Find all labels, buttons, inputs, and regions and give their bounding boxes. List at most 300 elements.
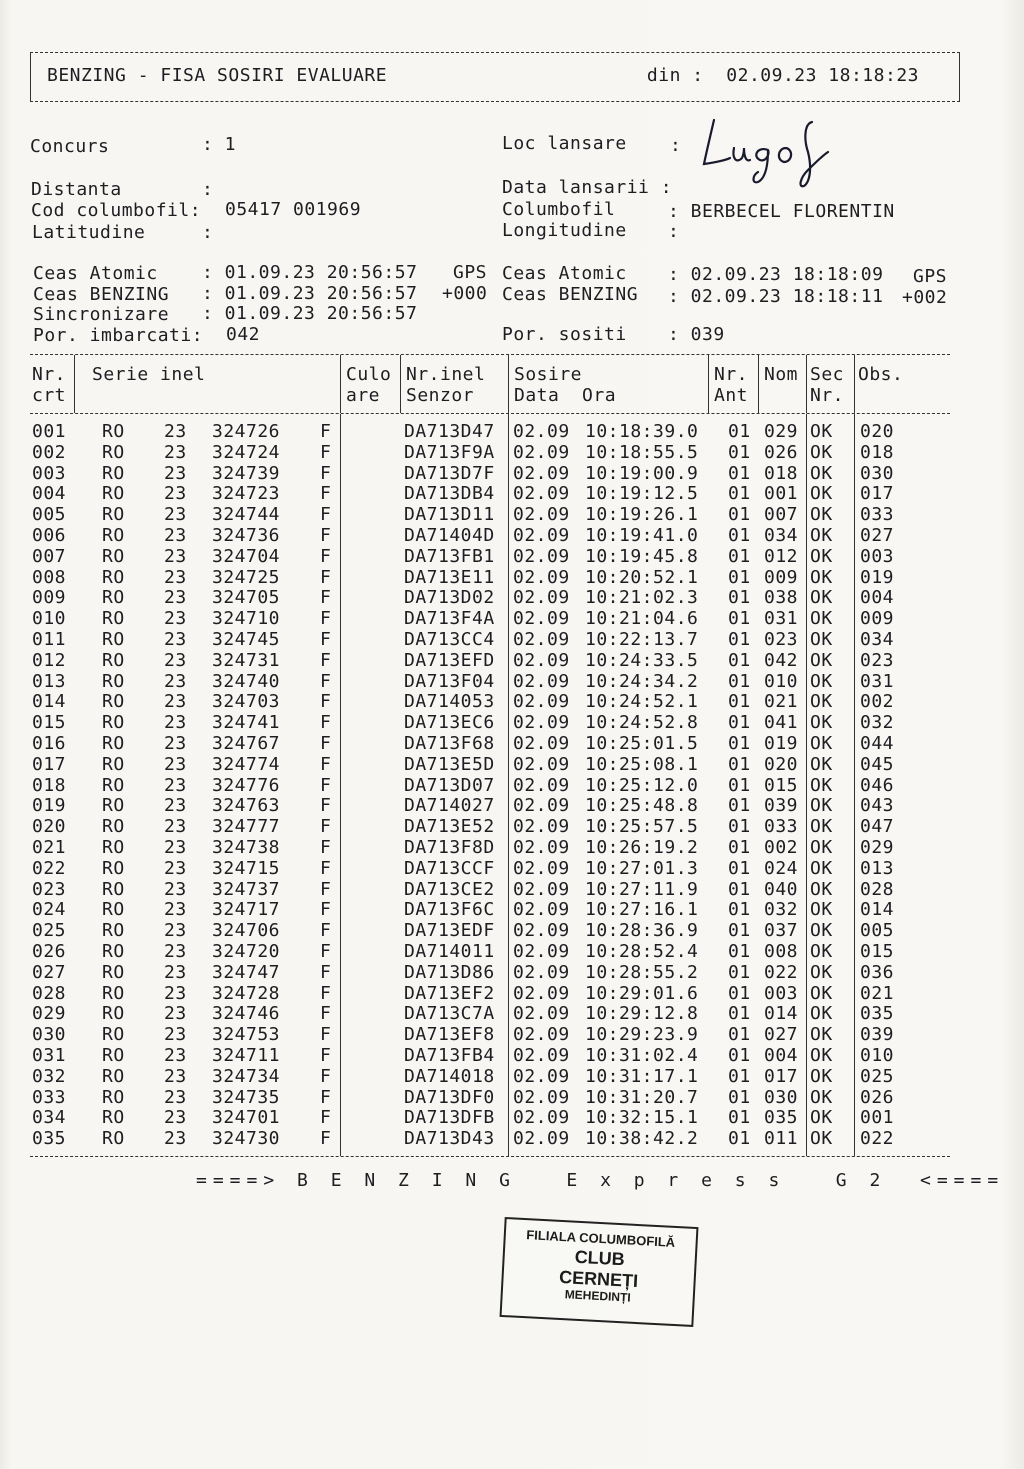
row-ant: 01 <box>728 524 751 546</box>
row-nom: 007 <box>764 504 799 526</box>
row-sec: OK <box>810 732 833 754</box>
row-an: 23 <box>164 857 187 879</box>
row-ora: 10:24:34.2 <box>585 670 699 692</box>
row-sex: F <box>320 1003 332 1025</box>
row-nom: 022 <box>764 961 799 983</box>
row-tara: RO <box>102 441 125 463</box>
table-row <box>30 443 950 464</box>
row-data: 02.09 <box>513 774 570 796</box>
columbofil-value: : BERBECEL FLORENTIN <box>668 201 895 222</box>
row-sex: F <box>320 691 332 713</box>
row-nr: 014 <box>32 691 67 713</box>
row-sec: OK <box>810 421 833 442</box>
row-senzor: DA713D11 <box>404 504 495 526</box>
table-row <box>30 630 950 651</box>
row-obs: 022 <box>860 1128 895 1150</box>
row-sex: F <box>320 441 332 463</box>
concurs-label: Concurs <box>30 136 110 157</box>
row-ora: 10:32:15.1 <box>585 1107 699 1129</box>
row-senzor: DA713EF8 <box>404 1024 495 1046</box>
row-ora: 10:26:19.2 <box>585 836 699 858</box>
row-sex: F <box>320 878 332 900</box>
row-nr: 028 <box>32 982 67 1004</box>
row-sex: F <box>320 649 332 671</box>
report-date-label: din : <box>646 65 704 86</box>
table-body <box>30 414 950 1156</box>
row-sec: OK <box>810 1065 833 1087</box>
row-tara: RO <box>102 712 125 734</box>
row-senzor: DA714053 <box>404 691 495 713</box>
row-senzor: DA713CCF <box>404 857 495 879</box>
row-an: 23 <box>164 1107 187 1129</box>
row-inel: 324744 <box>212 504 281 526</box>
row-ant: 01 <box>728 504 751 526</box>
row-an: 23 <box>164 670 187 692</box>
row-inel: 324704 <box>212 545 281 567</box>
row-data: 02.09 <box>513 836 570 858</box>
row-tara: RO <box>102 483 125 505</box>
table-row <box>30 609 950 630</box>
stamp-line-4: MEHEDINȚI <box>564 1287 632 1305</box>
row-data: 02.09 <box>513 857 570 879</box>
row-ant: 01 <box>728 774 751 796</box>
row-data: 02.09 <box>513 628 570 650</box>
row-ant: 01 <box>728 1003 751 1025</box>
row-nr: 024 <box>32 899 67 921</box>
row-data: 02.09 <box>513 920 570 942</box>
header-senzor: Senzor <box>406 385 475 406</box>
table-row <box>30 672 950 693</box>
table-row <box>30 651 950 672</box>
row-ora: 10:19:00.9 <box>585 462 699 484</box>
table-row <box>30 547 950 568</box>
row-ant: 01 <box>728 1128 751 1150</box>
row-obs: 019 <box>860 566 895 588</box>
row-ant: 01 <box>728 961 751 983</box>
row-sec: OK <box>810 712 833 734</box>
row-ora: 10:24:52.1 <box>585 691 699 713</box>
row-tara: RO <box>102 1003 125 1025</box>
row-ora: 10:25:01.5 <box>585 732 699 754</box>
row-ora: 10:31:20.7 <box>585 1086 699 1108</box>
row-an: 23 <box>164 816 187 838</box>
row-data: 02.09 <box>513 1065 570 1087</box>
row-sec: OK <box>810 1128 833 1150</box>
table-row <box>30 963 950 984</box>
row-senzor: DA713F68 <box>404 732 495 754</box>
row-senzor: DA713F6C <box>404 899 495 921</box>
header-sec: Sec <box>810 364 845 385</box>
row-ant: 01 <box>728 421 751 442</box>
row-senzor: DA71404D <box>404 524 495 546</box>
table-row <box>30 1067 950 1088</box>
sincronizare-label: Sincronizare <box>33 304 170 325</box>
report-title: BENZING - FISA SOSIRI EVALUARE <box>47 65 388 86</box>
row-inel: 324723 <box>212 483 281 505</box>
row-obs: 020 <box>860 421 895 442</box>
row-ora: 10:25:57.5 <box>585 816 699 838</box>
table-row <box>30 817 950 838</box>
ceas-benzing-right-suffix: +002 <box>902 287 948 308</box>
row-obs: 030 <box>860 462 895 484</box>
cod-label: Cod columbofil: <box>31 200 202 221</box>
table-row <box>30 921 950 942</box>
row-an: 23 <box>164 920 187 942</box>
table-row <box>30 859 950 880</box>
row-sec: OK <box>810 1003 833 1025</box>
row-ora: 10:21:02.3 <box>585 587 699 609</box>
row-sec: OK <box>810 524 833 546</box>
row-tara: RO <box>102 836 125 858</box>
row-ant: 01 <box>728 462 751 484</box>
row-ant: 01 <box>728 795 751 817</box>
row-tara: RO <box>102 649 125 671</box>
ceas-atomic-left-value: : 01.09.23 20:56:57 <box>202 262 418 283</box>
row-ora: 10:19:12.5 <box>585 483 699 505</box>
row-tara: RO <box>102 1128 125 1150</box>
row-ant: 01 <box>728 712 751 734</box>
row-tara: RO <box>102 816 125 838</box>
cod-value: 05417 001969 <box>225 199 362 220</box>
row-tara: RO <box>102 795 125 817</box>
row-nr: 001 <box>32 421 67 442</box>
row-inel: 324763 <box>212 795 281 817</box>
row-nr: 025 <box>32 920 67 942</box>
row-sex: F <box>320 899 332 921</box>
row-sex: F <box>320 462 332 484</box>
row-sec: OK <box>810 1086 833 1108</box>
row-tara: RO <box>102 857 125 879</box>
table-row <box>30 422 950 443</box>
ceas-atomic-right-value: : 02.09.23 18:18:09 <box>668 264 884 285</box>
row-ant: 01 <box>728 732 751 754</box>
benzing-footer: ====> B E N Z I N G E x p r e s s G 2 <==== <box>196 1170 1005 1191</box>
table-row <box>30 755 950 776</box>
row-nom: 035 <box>764 1107 799 1129</box>
row-nr: 018 <box>32 774 67 796</box>
row-nom: 037 <box>764 920 799 942</box>
row-an: 23 <box>164 961 187 983</box>
row-data: 02.09 <box>513 982 570 1004</box>
table-row <box>30 505 950 526</box>
row-sex: F <box>320 587 332 609</box>
row-inel: 324776 <box>212 774 281 796</box>
row-data: 02.09 <box>513 483 570 505</box>
row-nr: 004 <box>32 483 67 505</box>
concurs-value: : 1 <box>202 134 237 155</box>
row-ant: 01 <box>728 1044 751 1066</box>
row-sex: F <box>320 920 332 942</box>
row-senzor: DA713D86 <box>404 961 495 983</box>
row-ora: 10:31:17.1 <box>585 1065 699 1087</box>
table-header <box>30 355 950 414</box>
header-sec-nr: Nr. <box>810 385 845 406</box>
row-sec: OK <box>810 961 833 983</box>
row-nr: 027 <box>32 961 67 983</box>
row-ant: 01 <box>728 441 751 463</box>
row-data: 02.09 <box>513 732 570 754</box>
row-ora: 10:19:41.0 <box>585 524 699 546</box>
row-sex: F <box>320 1107 332 1129</box>
row-inel: 324724 <box>212 441 281 463</box>
row-nr: 035 <box>32 1128 67 1150</box>
row-data: 02.09 <box>513 795 570 817</box>
row-nom: 019 <box>764 732 799 754</box>
row-sec: OK <box>810 483 833 505</box>
table-row <box>30 942 950 963</box>
ceas-benzing-right-label: Ceas BENZING <box>502 284 639 305</box>
row-nom: 034 <box>764 524 799 546</box>
row-tara: RO <box>102 691 125 713</box>
club-stamp <box>500 1217 699 1327</box>
ceas-atomic-right-label: Ceas Atomic <box>502 263 627 284</box>
row-ora: 10:21:04.6 <box>585 608 699 630</box>
row-tara: RO <box>102 1044 125 1066</box>
row-tara: RO <box>102 524 125 546</box>
row-tara: RO <box>102 628 125 650</box>
row-ant: 01 <box>728 670 751 692</box>
row-sec: OK <box>810 940 833 962</box>
row-senzor: DA713F9A <box>404 441 495 463</box>
row-sex: F <box>320 608 332 630</box>
row-tara: RO <box>102 504 125 526</box>
row-nr: 031 <box>32 1044 67 1066</box>
stamp-line-2: CLUB <box>574 1246 626 1270</box>
row-sec: OK <box>810 462 833 484</box>
table-row <box>30 796 950 817</box>
row-obs: 004 <box>860 587 895 609</box>
row-tara: RO <box>102 982 125 1004</box>
row-sec: OK <box>810 504 833 526</box>
row-an: 23 <box>164 649 187 671</box>
row-sex: F <box>320 628 332 650</box>
row-inel: 324734 <box>212 1065 281 1087</box>
distanta-value: : <box>202 179 214 200</box>
handwritten-signature <box>700 112 840 192</box>
row-senzor: DA713D43 <box>404 1128 495 1150</box>
row-obs: 036 <box>860 961 895 983</box>
row-senzor: DA714011 <box>404 940 495 962</box>
row-sex: F <box>320 1024 332 1046</box>
row-ant: 01 <box>728 1086 751 1108</box>
row-nr: 008 <box>32 566 67 588</box>
row-tara: RO <box>102 1024 125 1046</box>
row-sex: F <box>320 836 332 858</box>
row-ora: 10:25:48.8 <box>585 795 699 817</box>
row-inel: 324725 <box>212 566 281 588</box>
row-obs: 047 <box>860 816 895 838</box>
row-senzor: DA713CE2 <box>404 878 495 900</box>
header-ant: Ant <box>714 385 749 406</box>
row-sec: OK <box>810 920 833 942</box>
row-inel: 324706 <box>212 920 281 942</box>
row-an: 23 <box>164 545 187 567</box>
row-data: 02.09 <box>513 608 570 630</box>
row-sex: F <box>320 816 332 838</box>
row-an: 23 <box>164 1044 187 1066</box>
row-data: 02.09 <box>513 1024 570 1046</box>
row-inel: 324774 <box>212 753 281 775</box>
row-an: 23 <box>164 712 187 734</box>
header-nrinel: Nr.inel <box>406 364 486 385</box>
row-sec: OK <box>810 566 833 588</box>
row-ora: 10:29:23.9 <box>585 1024 699 1046</box>
row-nom: 042 <box>764 649 799 671</box>
row-nr: 006 <box>32 524 67 546</box>
row-senzor: DA713FB1 <box>404 545 495 567</box>
loc-lansare-label: Loc lansare <box>502 133 627 154</box>
row-inel: 324705 <box>212 587 281 609</box>
row-nr: 002 <box>32 441 67 463</box>
row-senzor: DA713DFB <box>404 1107 495 1129</box>
header-culo: Culo <box>346 364 392 385</box>
header-sosire: Sosire <box>514 364 583 385</box>
row-data: 02.09 <box>513 753 570 775</box>
latitudine-label: Latitudine <box>32 222 146 243</box>
row-nr: 021 <box>32 836 67 858</box>
row-obs: 005 <box>860 920 895 942</box>
row-sex: F <box>320 1086 332 1108</box>
row-an: 23 <box>164 836 187 858</box>
row-nom: 039 <box>764 795 799 817</box>
table-row <box>30 692 950 713</box>
latitudine-value: : <box>202 222 214 243</box>
row-obs: 045 <box>860 753 895 775</box>
row-data: 02.09 <box>513 940 570 962</box>
row-nom: 031 <box>764 608 799 630</box>
table-row <box>30 776 950 797</box>
row-nom: 029 <box>764 421 799 442</box>
row-senzor: DA713EC6 <box>404 712 495 734</box>
row-nom: 040 <box>764 878 799 900</box>
row-an: 23 <box>164 774 187 796</box>
row-ora: 10:24:33.5 <box>585 649 699 671</box>
ceas-benzing-left-suffix: +000 <box>442 283 488 304</box>
table-row <box>30 1108 950 1129</box>
row-inel: 324738 <box>212 836 281 858</box>
imbarcati-value: 042 <box>226 324 261 345</box>
row-sec: OK <box>810 691 833 713</box>
row-sex: F <box>320 712 332 734</box>
row-obs: 013 <box>860 857 895 879</box>
row-obs: 043 <box>860 795 895 817</box>
row-tara: RO <box>102 587 125 609</box>
table-row <box>30 1025 950 1046</box>
sincronizare-value: : 01.09.23 20:56:57 <box>202 303 418 324</box>
row-tara: RO <box>102 566 125 588</box>
row-inel: 324728 <box>212 982 281 1004</box>
row-an: 23 <box>164 732 187 754</box>
row-sec: OK <box>810 1024 833 1046</box>
row-senzor: DA714027 <box>404 795 495 817</box>
row-ant: 01 <box>728 1065 751 1087</box>
row-an: 23 <box>164 940 187 962</box>
stamp-line-1: FILIALA COLUMBOFILĂ <box>525 1227 676 1250</box>
row-ant: 01 <box>728 753 751 775</box>
row-sex: F <box>320 732 332 754</box>
row-obs: 010 <box>860 1044 895 1066</box>
row-data: 02.09 <box>513 524 570 546</box>
row-nr: 016 <box>32 732 67 754</box>
row-an: 23 <box>164 1003 187 1025</box>
row-ant: 01 <box>728 691 751 713</box>
row-ant: 01 <box>728 649 751 671</box>
row-senzor: DA713D02 <box>404 587 495 609</box>
ceas-atomic-left-label: Ceas Atomic <box>33 263 158 284</box>
row-nr: 011 <box>32 628 67 650</box>
row-nom: 021 <box>764 691 799 713</box>
row-ora: 10:25:08.1 <box>585 753 699 775</box>
row-tara: RO <box>102 940 125 962</box>
row-ora: 10:19:26.1 <box>585 504 699 526</box>
row-senzor: DA713E11 <box>404 566 495 588</box>
table-row <box>30 568 950 589</box>
row-ora: 10:31:02.4 <box>585 1044 699 1066</box>
row-nom: 002 <box>764 836 799 858</box>
row-inel: 324726 <box>212 421 281 442</box>
row-an: 23 <box>164 462 187 484</box>
row-ant: 01 <box>728 878 751 900</box>
longitudine-value: : <box>668 221 680 242</box>
row-tara: RO <box>102 1065 125 1087</box>
row-sec: OK <box>810 649 833 671</box>
row-obs: 025 <box>860 1065 895 1087</box>
row-sec: OK <box>810 753 833 775</box>
row-an: 23 <box>164 753 187 775</box>
row-nr: 023 <box>32 878 67 900</box>
row-inel: 324711 <box>212 1044 281 1066</box>
row-inel: 324746 <box>212 1003 281 1025</box>
row-nom: 012 <box>764 545 799 567</box>
row-obs: 009 <box>860 608 895 630</box>
row-data: 02.09 <box>513 1128 570 1150</box>
row-inel: 324777 <box>212 816 281 838</box>
row-an: 23 <box>164 441 187 463</box>
row-inel: 324701 <box>212 1107 281 1129</box>
row-obs: 018 <box>860 441 895 463</box>
row-sec: OK <box>810 1107 833 1129</box>
row-obs: 044 <box>860 732 895 754</box>
row-an: 23 <box>164 628 187 650</box>
imbarcati-label: Por. imbarcati: <box>33 325 204 346</box>
row-sex: F <box>320 504 332 526</box>
row-data: 02.09 <box>513 691 570 713</box>
row-sex: F <box>320 753 332 775</box>
ceas-benzing-left-label: Ceas BENZING <box>33 284 170 305</box>
row-obs: 035 <box>860 1003 895 1025</box>
row-ora: 10:28:55.2 <box>585 961 699 983</box>
row-inel: 324753 <box>212 1024 281 1046</box>
row-nom: 020 <box>764 753 799 775</box>
row-ora: 10:22:13.7 <box>585 628 699 650</box>
row-nr: 020 <box>32 816 67 838</box>
row-nr: 012 <box>32 649 67 671</box>
row-senzor: DA713EDF <box>404 920 495 942</box>
data-lansarii-label: Data lansarii : <box>502 177 673 198</box>
header-nom: Nom <box>764 364 799 385</box>
report-date-value: 02.09.23 18:18:23 <box>726 65 919 86</box>
row-obs: 014 <box>860 899 895 921</box>
report-header <box>30 52 960 102</box>
row-obs: 034 <box>860 628 895 650</box>
row-nr: 029 <box>32 1003 67 1025</box>
row-nr: 005 <box>32 504 67 526</box>
row-senzor: DA713D07 <box>404 774 495 796</box>
row-tara: RO <box>102 774 125 796</box>
row-nom: 018 <box>764 462 799 484</box>
loc-lansare-sep: : <box>670 135 682 156</box>
row-data: 02.09 <box>513 878 570 900</box>
